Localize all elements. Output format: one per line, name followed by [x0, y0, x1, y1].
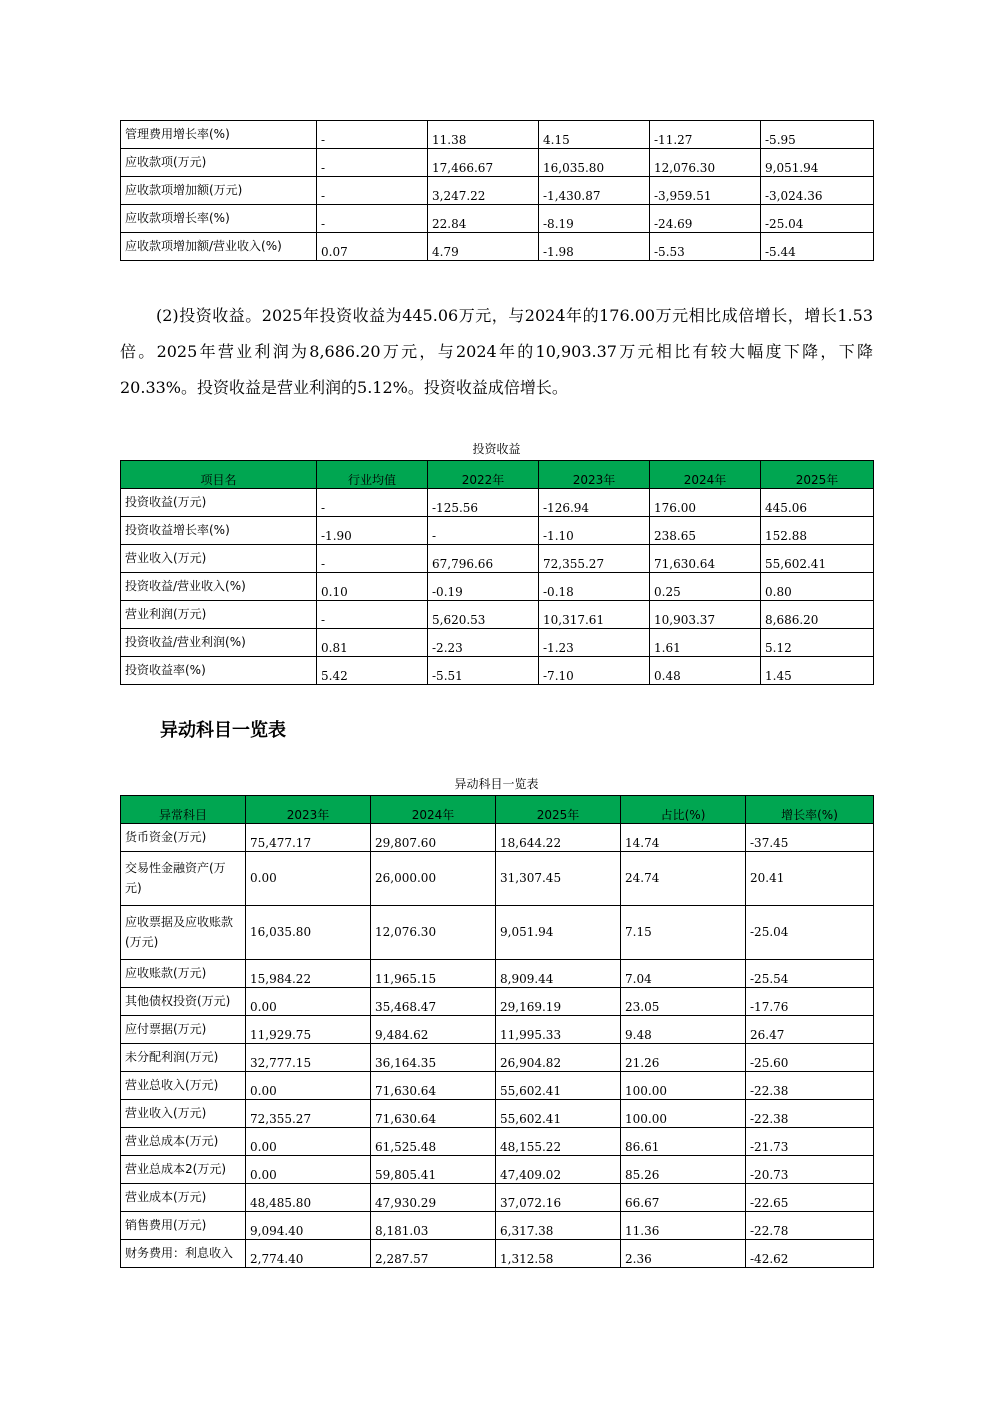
table-cell: 6,317.38	[496, 1212, 621, 1240]
row-label: 销售费用(万元)	[121, 1212, 246, 1240]
table-cell: -8.19	[539, 205, 650, 233]
table-cell: -25.04	[746, 906, 874, 960]
table-cell: 75,477.17	[246, 824, 371, 852]
table-cell: -	[317, 205, 428, 233]
table-cell: 26,000.00	[371, 852, 496, 906]
table-row	[121, 1184, 874, 1212]
table-cell: -22.78	[746, 1212, 874, 1240]
row-label: 营业总成本(万元)	[121, 1128, 246, 1156]
row-label: 营业成本(万元)	[121, 1184, 246, 1212]
row-label: 未分配利润(万元)	[121, 1044, 246, 1072]
table-cell: 11.36	[621, 1212, 746, 1240]
table-cell: 8,686.20	[761, 601, 874, 629]
table-cell: 47,930.29	[371, 1184, 496, 1212]
table-cell: 24.74	[621, 852, 746, 906]
table-row	[121, 121, 874, 149]
column-header: 2023年	[539, 461, 650, 489]
table-cell: 2.36	[621, 1240, 746, 1268]
table-cell: 0.48	[650, 657, 761, 685]
row-label: 应收款项增加额/营业收入(%)	[121, 233, 317, 261]
table-cell: 55,602.41	[496, 1100, 621, 1128]
table-cell: 238.65	[650, 517, 761, 545]
table-row	[121, 1044, 874, 1072]
table-cell: 100.00	[621, 1100, 746, 1128]
table-cell: -0.18	[539, 573, 650, 601]
row-label: 应收账款(万元)	[121, 960, 246, 988]
table-cell: -	[317, 545, 428, 573]
table-cell: 16,035.80	[539, 149, 650, 177]
table-row	[121, 1128, 874, 1156]
table-cell: 17,466.67	[428, 149, 539, 177]
table-cell: -126.94	[539, 489, 650, 517]
table-cell: 11,965.15	[371, 960, 496, 988]
table-cell: 2,774.40	[246, 1240, 371, 1268]
table-row	[121, 852, 874, 906]
table-cell: 8,181.03	[371, 1212, 496, 1240]
table-cell: -3,959.51	[650, 177, 761, 205]
table-cell: 32,777.15	[246, 1044, 371, 1072]
table-cell: -1.98	[539, 233, 650, 261]
table-cell: -	[317, 489, 428, 517]
table-cell: 0.00	[246, 988, 371, 1016]
table-cell: 21.26	[621, 1044, 746, 1072]
row-label: 管理费用增长率(%)	[121, 121, 317, 149]
table-caption: 异动科目一览表	[454, 777, 539, 791]
table-header-row	[121, 461, 874, 489]
table-cell: -5.51	[428, 657, 539, 685]
table-cell: 7.04	[621, 960, 746, 988]
row-label: 营业收入(万元)	[121, 1100, 246, 1128]
table-row	[121, 205, 874, 233]
table-cell: 5.12	[761, 629, 874, 657]
table-cell: 66.67	[621, 1184, 746, 1212]
table-cell: 72,355.27	[246, 1100, 371, 1128]
table-cell: 23.05	[621, 988, 746, 1016]
table-cell: -37.45	[746, 824, 874, 852]
table-cell: 71,630.64	[650, 545, 761, 573]
row-label: 营业利润(万元)	[121, 601, 317, 629]
table-cell: 31,307.45	[496, 852, 621, 906]
table-cell: 20.41	[746, 852, 874, 906]
table-row	[121, 233, 874, 261]
table-cell: -22.65	[746, 1184, 874, 1212]
table-cell: 0.80	[761, 573, 874, 601]
column-header: 2024年	[371, 796, 496, 824]
table-cell: 14.74	[621, 824, 746, 852]
table-cell: 36,164.35	[371, 1044, 496, 1072]
table-cell: 4.79	[428, 233, 539, 261]
row-label: 其他债权投资(万元)	[121, 988, 246, 1016]
table-row	[121, 601, 874, 629]
table-cell: -11.27	[650, 121, 761, 149]
table-cell: 22.84	[428, 205, 539, 233]
table-cell: 29,807.60	[371, 824, 496, 852]
row-label: 投资收益/营业收入(%)	[121, 573, 317, 601]
table-cell: 9.48	[621, 1016, 746, 1044]
table-cell: -	[317, 177, 428, 205]
table-cell: 86.61	[621, 1128, 746, 1156]
table-row	[121, 906, 874, 960]
table-cell: 4.15	[539, 121, 650, 149]
table-cell: 10,903.37	[650, 601, 761, 629]
investment-income-paragraph: (2)投资收益。2025年投资收益为445.06万元，与2024年的176.00万元相比成倍增长，增长1.53倍。2025年营业利润为8,686.20万元，与2024年的10,903.37万元相比有较大幅度下降，下降20.33%。投资收益是营业利润的5.12%。投资收益成倍增长。	[120, 306, 873, 397]
table-cell: 2,287.57	[371, 1240, 496, 1268]
table-cell: -5.53	[650, 233, 761, 261]
table-cell: 9,051.94	[761, 149, 874, 177]
table-cell: -17.76	[746, 988, 874, 1016]
table-row	[121, 1212, 874, 1240]
section-heading: 异动科目一览表	[160, 720, 286, 741]
table-cell: 11,995.33	[496, 1016, 621, 1044]
table-cell: 7.15	[621, 906, 746, 960]
table-cell: 0.25	[650, 573, 761, 601]
row-label: 投资收益(万元)	[121, 489, 317, 517]
table-cell: 176.00	[650, 489, 761, 517]
table-row	[121, 545, 874, 573]
table-cell: 5.42	[317, 657, 428, 685]
table-cell: 152.88	[761, 517, 874, 545]
table-row	[121, 629, 874, 657]
table-cell: 1,312.58	[496, 1240, 621, 1268]
table-row	[121, 149, 874, 177]
table-cell: 61,525.48	[371, 1128, 496, 1156]
table-cell: -22.38	[746, 1100, 874, 1128]
investment-income-table	[120, 460, 874, 685]
table-cell: 445.06	[761, 489, 874, 517]
table-cell: 0.07	[317, 233, 428, 261]
table-cell: -25.54	[746, 960, 874, 988]
column-header: 2025年	[761, 461, 874, 489]
column-header: 增长率(%)	[746, 796, 874, 824]
table-cell: 26,904.82	[496, 1044, 621, 1072]
table-row	[121, 177, 874, 205]
row-label: 营业总收入(万元)	[121, 1072, 246, 1100]
row-label: 财务费用：利息收入	[121, 1240, 246, 1268]
column-header: 行业均值	[317, 461, 428, 489]
table-cell: 26.47	[746, 1016, 874, 1044]
row-label: 投资收益/营业利润(%)	[121, 629, 317, 657]
table-cell: 0.00	[246, 852, 371, 906]
table-cell: 48,155.22	[496, 1128, 621, 1156]
column-header: 项目名	[121, 461, 317, 489]
table-cell: 72,355.27	[539, 545, 650, 573]
table-row	[121, 573, 874, 601]
row-label: 投资收益增长率(%)	[121, 517, 317, 545]
table-row	[121, 1016, 874, 1044]
table-cell: 12,076.30	[371, 906, 496, 960]
table-cell: 48,485.80	[246, 1184, 371, 1212]
table-cell: 3,247.22	[428, 177, 539, 205]
table-row	[121, 1072, 874, 1100]
table-row	[121, 988, 874, 1016]
row-label: 营业收入(万元)	[121, 545, 317, 573]
table-row	[121, 1156, 874, 1184]
table-cell: 18,644.22	[496, 824, 621, 852]
table-cell: -1.10	[539, 517, 650, 545]
table-cell: -25.04	[761, 205, 874, 233]
table-cell: 100.00	[621, 1072, 746, 1100]
column-header: 异常科目	[121, 796, 246, 824]
table-cell: 0.81	[317, 629, 428, 657]
column-header: 2024年	[650, 461, 761, 489]
table-cell: 16,035.80	[246, 906, 371, 960]
table-row	[121, 960, 874, 988]
table-cell: -5.44	[761, 233, 874, 261]
table-cell: 0.00	[246, 1072, 371, 1100]
table-row	[121, 1240, 874, 1268]
table-cell: -1.23	[539, 629, 650, 657]
table-cell: 55,602.41	[496, 1072, 621, 1100]
table-cell: 59,805.41	[371, 1156, 496, 1184]
table-cell: 9,484.62	[371, 1016, 496, 1044]
row-label: 营业总成本2(万元)	[121, 1156, 246, 1184]
table-cell: 9,094.40	[246, 1212, 371, 1240]
table-cell: -	[317, 149, 428, 177]
table-cell: -125.56	[428, 489, 539, 517]
table-cell: 5,620.53	[428, 601, 539, 629]
row-label: 投资收益率(%)	[121, 657, 317, 685]
anomaly-items-table	[120, 795, 874, 1268]
table-cell: 29,169.19	[496, 988, 621, 1016]
column-header: 2022年	[428, 461, 539, 489]
table-cell: 11,929.75	[246, 1016, 371, 1044]
table-cell: 15,984.22	[246, 960, 371, 988]
table-cell: 67,796.66	[428, 545, 539, 573]
table-cell: 35,468.47	[371, 988, 496, 1016]
table-cell: -3,024.36	[761, 177, 874, 205]
table-cell: -22.38	[746, 1072, 874, 1100]
table-cell: 8,909.44	[496, 960, 621, 988]
table-cell: -	[317, 121, 428, 149]
table-cell: -42.62	[746, 1240, 874, 1268]
table-cell: 71,630.64	[371, 1072, 496, 1100]
table-cell: 71,630.64	[371, 1100, 496, 1128]
table-header-row	[121, 796, 874, 824]
table-cell: -1.90	[317, 517, 428, 545]
table-cell: 0.10	[317, 573, 428, 601]
column-header: 2023年	[246, 796, 371, 824]
table-cell: -5.95	[761, 121, 874, 149]
management-receivables-table	[120, 120, 874, 261]
table-cell: 10,317.61	[539, 601, 650, 629]
table-cell: -21.73	[746, 1128, 874, 1156]
table-caption: 投资收益	[472, 442, 521, 456]
table-cell: 11.38	[428, 121, 539, 149]
table-cell: -24.69	[650, 205, 761, 233]
table-cell: -7.10	[539, 657, 650, 685]
row-label: 应收款项增加额(万元)	[121, 177, 317, 205]
table-cell: 1.45	[761, 657, 874, 685]
table-cell: 9,051.94	[496, 906, 621, 960]
row-label: 交易性金融资产(万元)	[121, 852, 246, 906]
table-cell: -2.23	[428, 629, 539, 657]
row-label: 应收款项(万元)	[121, 149, 317, 177]
row-label: 应收票据及应收账款(万元)	[121, 906, 246, 960]
row-label: 应收款项增长率(%)	[121, 205, 317, 233]
table-cell: -	[428, 517, 539, 545]
row-label: 应付票据(万元)	[121, 1016, 246, 1044]
table-row	[121, 824, 874, 852]
column-header: 占比(%)	[621, 796, 746, 824]
table-cell: 0.00	[246, 1156, 371, 1184]
table-cell: -25.60	[746, 1044, 874, 1072]
table-cell: 85.26	[621, 1156, 746, 1184]
table-cell: 0.00	[246, 1128, 371, 1156]
table-cell: 12,076.30	[650, 149, 761, 177]
row-label: 货币资金(万元)	[121, 824, 246, 852]
table-cell: 37,072.16	[496, 1184, 621, 1212]
table-row	[121, 517, 874, 545]
table-cell: -20.73	[746, 1156, 874, 1184]
table-cell: -0.19	[428, 573, 539, 601]
table-cell: 47,409.02	[496, 1156, 621, 1184]
table-row	[121, 1100, 874, 1128]
column-header: 2025年	[496, 796, 621, 824]
table-cell: 55,602.41	[761, 545, 874, 573]
table-cell: -	[317, 601, 428, 629]
table-cell: -1,430.87	[539, 177, 650, 205]
table-row	[121, 489, 874, 517]
table-row	[121, 657, 874, 685]
table-cell: 1.61	[650, 629, 761, 657]
